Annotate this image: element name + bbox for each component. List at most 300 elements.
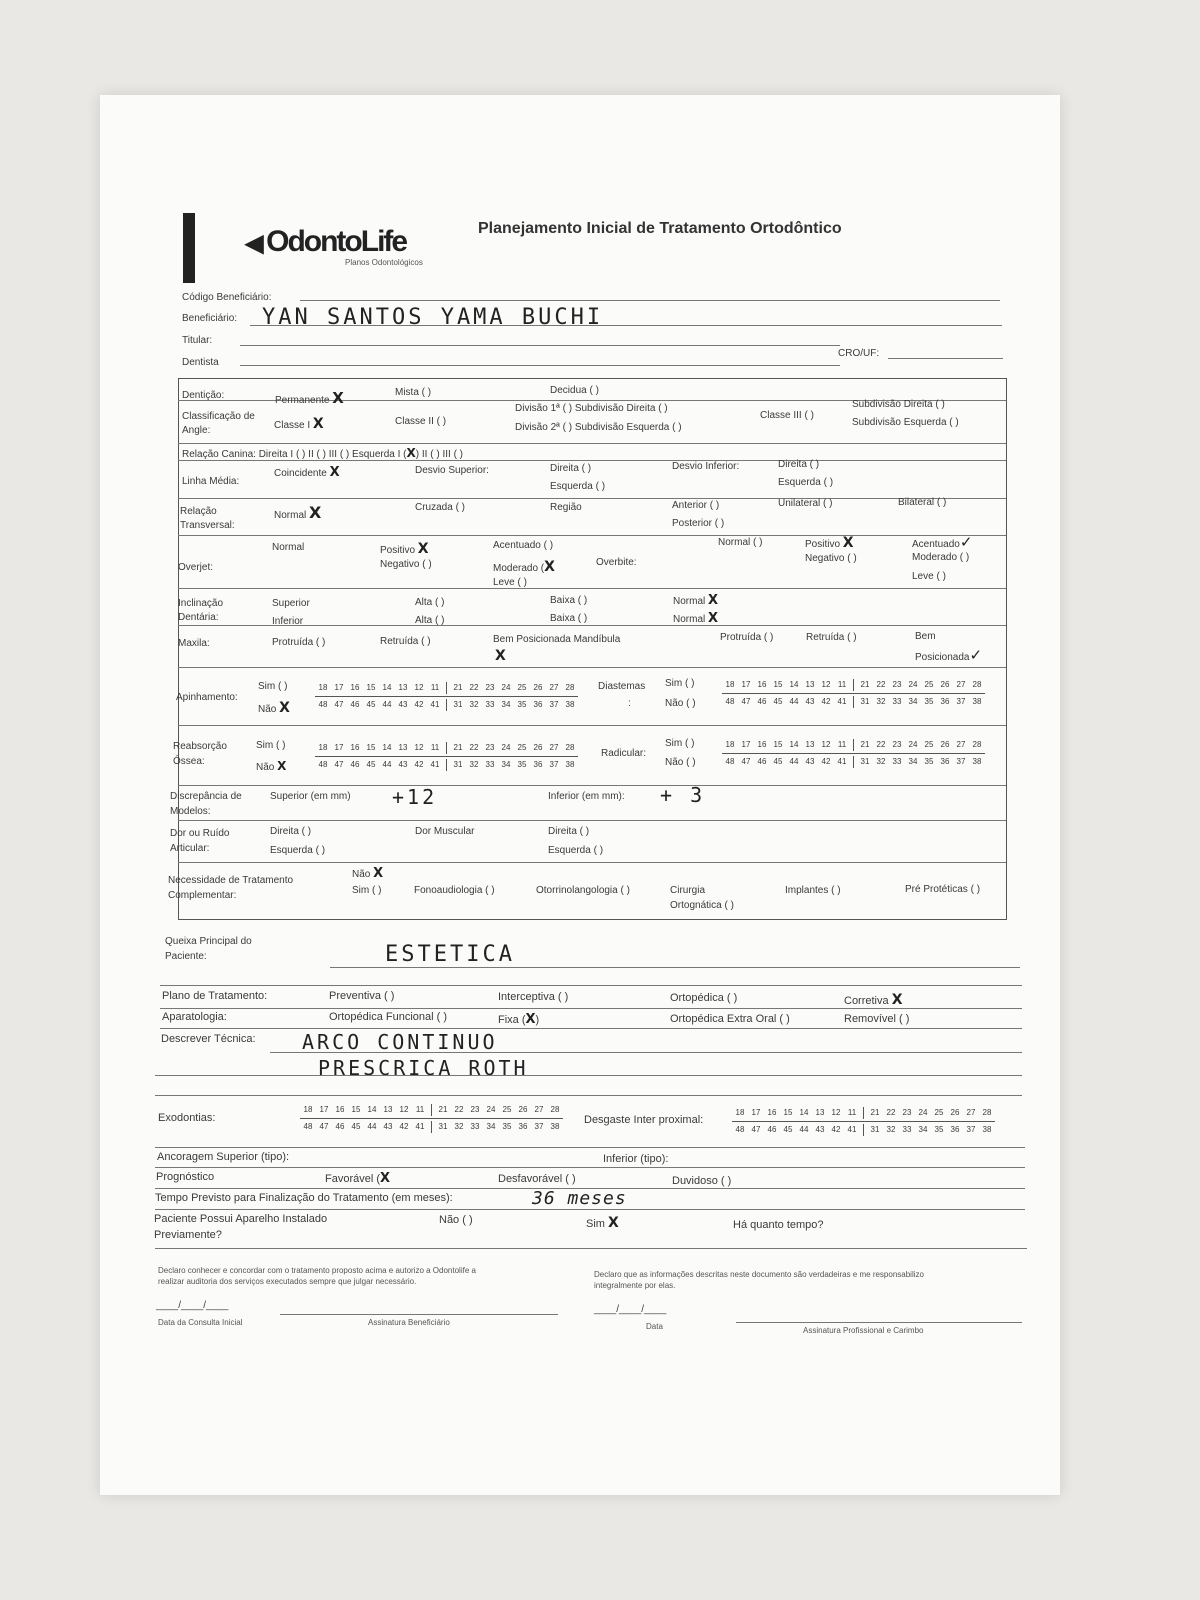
desvio-inf-esquerda[interactable]: Esquerda ( ) — [778, 477, 834, 488]
tooth-number[interactable]: 38 — [565, 760, 575, 770]
overbite-negativo[interactable]: Negativo ( ) — [805, 553, 857, 564]
tooth-number[interactable]: 44 — [789, 757, 799, 767]
tooth-number[interactable]: 45 — [366, 760, 376, 770]
tooth-number[interactable]: 38 — [550, 1122, 560, 1132]
tooth-number[interactable]: 11 — [430, 683, 440, 693]
baixa-superior[interactable]: Baixa ( ) — [550, 595, 588, 606]
tooth-number[interactable]: 25 — [924, 740, 934, 750]
tooth-number[interactable]: 31 — [860, 757, 870, 767]
tooth-number[interactable]: 45 — [351, 1122, 361, 1132]
tooth-number[interactable]: 18 — [303, 1105, 313, 1115]
tooth-number[interactable]: 38 — [565, 700, 575, 710]
pre-proteticas-option[interactable]: Pré Protéticas ( ) — [905, 884, 981, 895]
tooth-number[interactable]: 36 — [533, 700, 543, 710]
tempo-value[interactable]: 36 meses — [532, 1188, 627, 1209]
tooth-number[interactable]: 36 — [518, 1122, 528, 1132]
tooth-number[interactable]: 16 — [757, 680, 767, 690]
tooth-number[interactable]: 44 — [382, 700, 392, 710]
tooth-number[interactable]: 22 — [469, 683, 479, 693]
tooth-number[interactable]: 46 — [757, 697, 767, 707]
tooth-number[interactable]: 18 — [318, 683, 328, 693]
tooth-number[interactable]: 48 — [725, 757, 735, 767]
mandibula-retruida[interactable]: Retruída ( ) — [806, 632, 857, 643]
tooth-number[interactable]: 28 — [550, 1105, 560, 1115]
mandibula-protruida[interactable]: Protruída ( ) — [720, 632, 774, 643]
tooth-number[interactable]: 41 — [415, 1122, 425, 1132]
tooth-number[interactable]: 12 — [821, 740, 831, 750]
tooth-number[interactable]: 28 — [565, 743, 575, 753]
tooth-number[interactable]: 13 — [398, 743, 408, 753]
overjet-negativo[interactable]: Negativo ( ) — [380, 559, 432, 570]
tooth-number[interactable]: 15 — [366, 683, 376, 693]
tooth-number[interactable]: 13 — [805, 740, 815, 750]
tooth-number[interactable]: 11 — [847, 1108, 857, 1118]
tooth-number[interactable]: 15 — [366, 743, 376, 753]
tooth-number[interactable]: 14 — [367, 1105, 377, 1115]
necessidade-label-2: Complementar: — [168, 890, 237, 901]
tooth-number[interactable]: 14 — [799, 1108, 809, 1118]
classe3-option[interactable]: Classe III ( ) — [760, 410, 814, 421]
apinhamento-sim[interactable]: Sim ( ) — [258, 681, 288, 692]
beneficiario-line — [250, 325, 1002, 326]
tooth-number[interactable]: 27 — [549, 743, 559, 753]
corretiva-option[interactable]: Corretiva X — [844, 992, 903, 1008]
tooth-number[interactable]: 25 — [924, 680, 934, 690]
diastemas-tooth-chart[interactable] — [722, 679, 985, 708]
tooth-number[interactable]: 23 — [485, 683, 495, 693]
overjet-moderado[interactable]: Moderado (X — [493, 559, 555, 575]
tooth-number[interactable]: 28 — [565, 683, 575, 693]
tooth-number[interactable]: 47 — [334, 700, 344, 710]
radicular-sim[interactable]: Sim ( ) — [665, 738, 695, 749]
tooth-number[interactable]: 24 — [501, 743, 511, 753]
posterior-option[interactable]: Posterior ( ) — [672, 518, 725, 529]
overbite-leve[interactable]: Leve ( ) — [912, 571, 946, 582]
tooth-number[interactable]: 41 — [847, 1125, 857, 1135]
tooth-number[interactable]: 22 — [886, 1108, 896, 1118]
queixa-value[interactable]: ESTETICA — [385, 942, 515, 967]
tooth-number[interactable]: 14 — [382, 683, 392, 693]
tooth-number[interactable]: 22 — [469, 743, 479, 753]
alta-superior[interactable]: Alta ( ) — [415, 597, 445, 608]
permanente-option[interactable]: Permanente X — [275, 389, 344, 407]
tooth-number[interactable]: 38 — [972, 697, 982, 707]
tooth-number[interactable]: 32 — [469, 700, 479, 710]
tooth-number[interactable]: 41 — [837, 697, 847, 707]
cro-line[interactable] — [888, 358, 1003, 359]
tooth-number[interactable]: 45 — [783, 1125, 793, 1135]
tooth-number[interactable]: 12 — [399, 1105, 409, 1115]
maxila-bem-posicionada[interactable]: Bem Posicionada Mandíbula — [493, 634, 621, 645]
apinhamento-nao[interactable]: Não X — [258, 700, 290, 716]
overbite-acentuado[interactable]: Acentuado✓ — [912, 533, 973, 551]
tooth-number[interactable]: 37 — [956, 697, 966, 707]
tooth-number[interactable]: 37 — [956, 757, 966, 767]
tooth-number[interactable]: 18 — [735, 1108, 745, 1118]
tooth-number[interactable]: 18 — [318, 743, 328, 753]
tooth-number[interactable]: 36 — [940, 697, 950, 707]
tooth-number[interactable]: 35 — [517, 760, 527, 770]
ancoragem-superior-label: Ancoragem Superior (tipo): — [157, 1151, 290, 1163]
tooth-number[interactable]: 11 — [837, 680, 847, 690]
tooth-number[interactable]: 25 — [517, 683, 527, 693]
tooth-number[interactable]: 34 — [501, 760, 511, 770]
maxila-retruida[interactable]: Retruída ( ) — [380, 636, 431, 647]
coincidente-mark: X — [329, 465, 340, 480]
tooth-number[interactable]: 35 — [924, 757, 934, 767]
fixa-option[interactable]: Fixa (X) — [498, 1012, 540, 1027]
tooth-number[interactable]: 22 — [454, 1105, 464, 1115]
tooth-number[interactable]: 44 — [799, 1125, 809, 1135]
tooth-number[interactable]: 26 — [533, 743, 543, 753]
tooth-number[interactable]: 26 — [950, 1108, 960, 1118]
tooth-number[interactable]: 23 — [470, 1105, 480, 1115]
tooth-number[interactable]: 37 — [549, 700, 559, 710]
beneficiario-value[interactable]: YAN SANTOS YAMA BUCHI — [262, 305, 604, 330]
tooth-number[interactable]: 21 — [870, 1108, 880, 1118]
tooth-number[interactable]: 24 — [501, 683, 511, 693]
tooth-number[interactable]: 33 — [470, 1122, 480, 1132]
baixa-inferior[interactable]: Baixa ( ) — [550, 613, 588, 624]
removivel-option[interactable]: Removível ( ) — [844, 1013, 910, 1025]
diastemas-nao[interactable]: Não ( ) — [665, 698, 696, 709]
ortopedica-funcional-option[interactable]: Ortopédica Funcional ( ) — [329, 1011, 447, 1023]
implantes-option[interactable]: Implantes ( ) — [785, 885, 841, 896]
decidua-option[interactable]: Decidua ( ) — [550, 385, 599, 396]
tooth-number[interactable]: 14 — [789, 740, 799, 750]
tooth-number[interactable]: 34 — [501, 700, 511, 710]
fonoaudiologia-option[interactable]: Fonoaudiologia ( ) — [414, 885, 495, 896]
relacao-canina[interactable]: Relação Canina: Direita I ( ) II ( ) III ( ) Esquerda I (X) II ( ) III ( ) — [182, 446, 464, 460]
tooth-number[interactable]: 36 — [940, 757, 950, 767]
assinatura-beneficiario-line[interactable] — [280, 1314, 558, 1315]
tooth-number[interactable]: 32 — [454, 1122, 464, 1132]
tooth-number[interactable]: 17 — [334, 743, 344, 753]
tooth-number[interactable]: 22 — [876, 680, 886, 690]
tooth-number[interactable]: 21 — [453, 683, 463, 693]
desfavoravel-option[interactable]: Desfavorável ( ) — [498, 1173, 576, 1185]
tooth-number[interactable]: 11 — [415, 1105, 425, 1115]
tooth-number[interactable]: 16 — [757, 740, 767, 750]
tooth-number[interactable]: 23 — [485, 743, 495, 753]
tooth-number[interactable]: 31 — [438, 1122, 448, 1132]
tooth-number[interactable]: 17 — [751, 1108, 761, 1118]
extra-oral-option[interactable]: Ortopédica Extra Oral ( ) — [670, 1013, 790, 1025]
tooth-number[interactable]: 47 — [334, 760, 344, 770]
tooth-number[interactable]: 48 — [735, 1125, 745, 1135]
tooth-number[interactable]: 48 — [318, 700, 328, 710]
bilateral-option[interactable]: Bilateral ( ) — [898, 497, 947, 508]
tooth-number[interactable]: 44 — [789, 697, 799, 707]
tooth-number[interactable]: 35 — [924, 697, 934, 707]
tooth-number[interactable]: 23 — [892, 740, 902, 750]
titular-line[interactable] — [240, 345, 840, 346]
tooth-number[interactable]: 32 — [876, 697, 886, 707]
tooth-number[interactable]: 42 — [414, 760, 424, 770]
tooth-number[interactable]: 36 — [533, 760, 543, 770]
dor-esquerda[interactable]: Esquerda ( ) — [270, 845, 326, 856]
tooth-number[interactable]: 35 — [934, 1125, 944, 1135]
tooth-number[interactable]: 36 — [950, 1125, 960, 1135]
tooth-number[interactable]: 32 — [886, 1125, 896, 1135]
tooth-number[interactable]: 35 — [502, 1122, 512, 1132]
preventiva-option[interactable]: Preventiva ( ) — [329, 990, 395, 1002]
tooth-number[interactable]: 43 — [398, 700, 408, 710]
divisao1-option[interactable]: Divisão 1ª ( ) Subdivisão Direita ( ) — [515, 403, 668, 414]
dor-muscular-esquerda[interactable]: Esquerda ( ) — [548, 845, 604, 856]
otorrino-option[interactable]: Otorrinolangologia ( ) — [536, 885, 630, 896]
exodontias-tooth-chart[interactable] — [300, 1104, 563, 1133]
discrepancia-superior-value[interactable]: +12 — [392, 785, 438, 809]
tooth-number[interactable]: 46 — [757, 757, 767, 767]
tooth-number[interactable]: 24 — [908, 680, 918, 690]
overjet-leve[interactable]: Leve ( ) — [493, 577, 527, 588]
tooth-number[interactable]: 25 — [517, 743, 527, 753]
dor-direita[interactable]: Direita ( ) — [270, 826, 312, 837]
tooth-number[interactable]: 24 — [908, 740, 918, 750]
tooth-number[interactable]: 13 — [398, 683, 408, 693]
maxila-protruida[interactable]: Protruída ( ) — [272, 637, 326, 648]
tooth-number[interactable]: 31 — [870, 1125, 880, 1135]
tooth-number[interactable]: 17 — [741, 740, 751, 750]
tooth-number[interactable]: 45 — [773, 757, 783, 767]
tooth-number[interactable]: 45 — [366, 700, 376, 710]
tooth-number[interactable]: 26 — [533, 683, 543, 693]
overjet-positivo[interactable]: Positivo X — [380, 541, 429, 557]
midline-divider — [431, 1121, 432, 1133]
tecnica-line-2[interactable]: PRESCRICA ROTH — [318, 1056, 529, 1080]
tooth-number[interactable]: 33 — [485, 700, 495, 710]
tooth-number[interactable]: 14 — [789, 680, 799, 690]
tooth-number[interactable]: 42 — [414, 700, 424, 710]
tooth-number[interactable]: 12 — [414, 683, 424, 693]
tooth-number[interactable]: 32 — [876, 757, 886, 767]
desvio-inf-direita[interactable]: Direita ( ) — [778, 459, 820, 470]
tooth-number[interactable]: 47 — [319, 1122, 329, 1132]
barcode-strip — [183, 213, 195, 283]
tooth-number[interactable]: 46 — [335, 1122, 345, 1132]
reabsorcao-tooth-chart[interactable] — [315, 742, 578, 771]
tooth-number[interactable]: 33 — [485, 760, 495, 770]
tooth-number[interactable]: 18 — [725, 680, 735, 690]
tooth-number[interactable]: 26 — [940, 680, 950, 690]
tooth-number[interactable]: 15 — [783, 1108, 793, 1118]
mandibula-bem-2[interactable]: Posicionada✓ — [915, 646, 983, 664]
tooth-number[interactable]: 47 — [741, 757, 751, 767]
tooth-number[interactable]: 27 — [549, 683, 559, 693]
tooth-number[interactable]: 35 — [517, 700, 527, 710]
assinatura-profissional-line[interactable] — [736, 1322, 1022, 1323]
alta-inferior[interactable]: Alta ( ) — [415, 615, 445, 626]
tooth-number[interactable]: 26 — [940, 740, 950, 750]
tooth-number[interactable]: 31 — [453, 760, 463, 770]
tooth-number[interactable]: 48 — [303, 1122, 313, 1132]
dentista-line[interactable] — [240, 365, 840, 366]
tooth-number[interactable]: 28 — [972, 680, 982, 690]
tooth-number[interactable]: 33 — [892, 697, 902, 707]
tooth-number[interactable]: 46 — [767, 1125, 777, 1135]
aparelho-nao[interactable]: Não ( ) — [439, 1214, 473, 1226]
tooth-number[interactable]: 27 — [956, 740, 966, 750]
tooth-number[interactable]: 17 — [741, 680, 751, 690]
tooth-number[interactable]: 44 — [382, 760, 392, 770]
tooth-number[interactable]: 24 — [486, 1105, 496, 1115]
tooth-number[interactable]: 12 — [414, 743, 424, 753]
tooth-number[interactable]: 17 — [319, 1105, 329, 1115]
tooth-number[interactable]: 13 — [383, 1105, 393, 1115]
tooth-number[interactable]: 34 — [908, 697, 918, 707]
necessidade-sim[interactable]: Sim ( ) — [352, 885, 382, 896]
tooth-number[interactable]: 41 — [837, 757, 847, 767]
tooth-number[interactable]: 48 — [725, 697, 735, 707]
tooth-number[interactable]: 16 — [767, 1108, 777, 1118]
tooth-number[interactable]: 44 — [367, 1122, 377, 1132]
desvio-sup-direita[interactable]: Direita ( ) — [550, 463, 592, 474]
duvidoso-option[interactable]: Duvidoso ( ) — [672, 1175, 732, 1187]
tooth-number[interactable]: 23 — [892, 680, 902, 690]
classe1-option[interactable]: Classe I X — [274, 416, 324, 432]
tooth-number[interactable]: 31 — [860, 697, 870, 707]
tooth-number[interactable]: 34 — [486, 1122, 496, 1132]
aparelho-sim[interactable]: Sim X — [586, 1215, 619, 1231]
ortopedica-option[interactable]: Ortopédica ( ) — [670, 992, 738, 1004]
subdivisao-direita-option[interactable]: Subdivisão Direita ( ) — [852, 399, 945, 410]
tooth-number[interactable]: 17 — [334, 683, 344, 693]
tooth-number[interactable]: 21 — [860, 740, 870, 750]
tooth-number[interactable]: 45 — [773, 697, 783, 707]
tooth-number[interactable]: 33 — [892, 757, 902, 767]
tooth-number[interactable]: 26 — [518, 1105, 528, 1115]
anterior-option[interactable]: Anterior ( ) — [672, 500, 720, 511]
tooth-number[interactable]: 41 — [430, 760, 440, 770]
midline-divider — [446, 699, 447, 711]
tooth-number[interactable]: 43 — [815, 1125, 825, 1135]
tooth-number[interactable]: 18 — [725, 740, 735, 750]
tooth-number[interactable]: 37 — [549, 760, 559, 770]
tooth-number[interactable]: 42 — [399, 1122, 409, 1132]
tooth-number[interactable]: 11 — [430, 743, 440, 753]
desgaste-tooth-chart[interactable] — [732, 1107, 995, 1136]
tooth-number[interactable]: 12 — [821, 680, 831, 690]
tooth-number[interactable]: 16 — [335, 1105, 345, 1115]
tooth-number[interactable]: 34 — [918, 1125, 928, 1135]
divisao2-option[interactable]: Divisão 2ª ( ) Subdivisão Esquerda ( ) — [515, 422, 682, 433]
subdivisao-esquerda-option[interactable]: Subdivisão Esquerda ( ) — [852, 417, 959, 428]
tooth-number[interactable]: 38 — [982, 1125, 992, 1135]
tooth-number[interactable]: 46 — [350, 700, 360, 710]
tooth-number[interactable]: 13 — [815, 1108, 825, 1118]
tooth-number[interactable]: 28 — [972, 740, 982, 750]
tooth-number[interactable]: 37 — [966, 1125, 976, 1135]
aparelho-sim-mark: X — [608, 1215, 619, 1231]
tooth-number[interactable]: 21 — [453, 743, 463, 753]
tooth-number[interactable]: 46 — [350, 760, 360, 770]
tooth-number[interactable]: 42 — [821, 757, 831, 767]
interceptiva-option[interactable]: Interceptiva ( ) — [498, 991, 569, 1003]
tooth-number[interactable]: 43 — [805, 757, 815, 767]
corretiva-mark: X — [891, 992, 903, 1008]
radicular-nao[interactable]: Não ( ) — [665, 757, 696, 768]
overbite-normal[interactable]: Normal ( ) — [718, 537, 763, 548]
tooth-number[interactable]: 41 — [430, 700, 440, 710]
reabsorcao-sim[interactable]: Sim ( ) — [256, 740, 286, 751]
coincidente-option[interactable]: Coincidente X — [274, 465, 340, 480]
tooth-number[interactable]: 23 — [902, 1108, 912, 1118]
diastemas-sim[interactable]: Sim ( ) — [665, 678, 695, 689]
tooth-number[interactable]: 27 — [956, 680, 966, 690]
tooth-number[interactable]: 13 — [805, 680, 815, 690]
tecnica-line-1[interactable]: ARCO CONTINUO — [302, 1030, 498, 1054]
tooth-number[interactable]: 42 — [821, 697, 831, 707]
mista-option[interactable]: Mista ( ) — [395, 387, 432, 398]
tooth-number[interactable]: 43 — [805, 697, 815, 707]
codigo-line[interactable] — [300, 300, 1000, 301]
tooth-number[interactable]: 24 — [918, 1108, 928, 1118]
tooth-number[interactable]: 21 — [860, 680, 870, 690]
tooth-number[interactable]: 33 — [902, 1125, 912, 1135]
tooth-number[interactable]: 47 — [751, 1125, 761, 1135]
tooth-number[interactable]: 27 — [966, 1108, 976, 1118]
radicular-tooth-chart[interactable] — [722, 739, 985, 768]
tooth-number[interactable]: 15 — [773, 740, 783, 750]
apinhamento-tooth-chart[interactable] — [315, 682, 578, 711]
tooth-number[interactable]: 11 — [837, 740, 847, 750]
tooth-number[interactable]: 14 — [382, 743, 392, 753]
tooth-number[interactable]: 38 — [972, 757, 982, 767]
normal-superior[interactable]: Normal X — [673, 593, 719, 608]
tooth-number[interactable]: 37 — [534, 1122, 544, 1132]
tooth-number[interactable]: 43 — [398, 760, 408, 770]
classe2-option[interactable]: Classe II ( ) — [395, 416, 447, 427]
unilateral-option[interactable]: Unilateral ( ) — [778, 498, 833, 509]
transversal-normal-option[interactable]: Normal X — [274, 503, 322, 522]
tooth-number[interactable]: 43 — [383, 1122, 393, 1132]
tooth-number[interactable]: 22 — [876, 740, 886, 750]
tooth-number[interactable]: 47 — [741, 697, 751, 707]
overbite-moderado[interactable]: Moderado ( ) — [912, 552, 970, 563]
necessidade-nao[interactable]: Não X — [352, 866, 384, 881]
overjet-acentuado[interactable]: Acentuado ( ) — [493, 540, 554, 551]
discrepancia-inferior-value[interactable]: + 3 — [660, 783, 706, 807]
tooth-number[interactable]: 21 — [438, 1105, 448, 1115]
data-field[interactable]: ____/____/____ — [594, 1304, 667, 1315]
tooth-number[interactable]: 25 — [934, 1108, 944, 1118]
tooth-number[interactable]: 27 — [534, 1105, 544, 1115]
tooth-number[interactable]: 15 — [351, 1105, 361, 1115]
ortognatica-option[interactable]: Ortognática ( ) — [670, 900, 734, 911]
cruzada-option[interactable]: Cruzada ( ) — [415, 502, 466, 513]
overjet-normal[interactable]: Normal — [272, 542, 305, 553]
tooth-number[interactable]: 16 — [350, 683, 360, 693]
overbite-positivo[interactable]: Positivo X — [805, 535, 854, 551]
favoravel-option[interactable]: Favorável (X — [325, 1171, 391, 1186]
desvio-sup-esquerda[interactable]: Esquerda ( ) — [550, 481, 606, 492]
tooth-number[interactable]: 28 — [982, 1108, 992, 1118]
tooth-number[interactable]: 32 — [469, 760, 479, 770]
reabsorcao-nao[interactable]: Não X — [256, 759, 287, 773]
tooth-number[interactable]: 48 — [318, 760, 328, 770]
data-consulta-field[interactable]: ____/____/____ — [156, 1300, 229, 1311]
tooth-number[interactable]: 16 — [350, 743, 360, 753]
normal-inferior[interactable]: Normal X — [673, 611, 719, 626]
tooth-number[interactable]: 31 — [453, 700, 463, 710]
tooth-number[interactable]: 15 — [773, 680, 783, 690]
tooth-number[interactable]: 12 — [831, 1108, 841, 1118]
dor-muscular-direita[interactable]: Direita ( ) — [548, 826, 590, 837]
tooth-number[interactable]: 34 — [908, 757, 918, 767]
tooth-number[interactable]: 25 — [502, 1105, 512, 1115]
tooth-number[interactable]: 42 — [831, 1125, 841, 1135]
